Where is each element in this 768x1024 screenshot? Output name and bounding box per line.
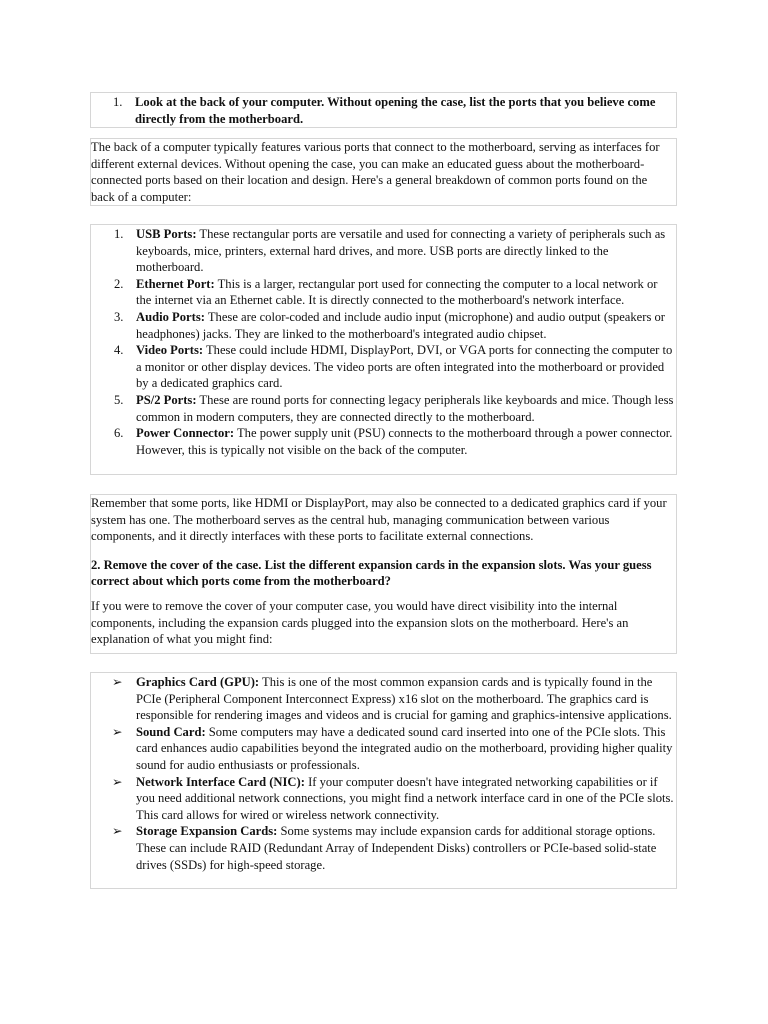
list-item [91,342,676,392]
item-text: Some systems may include expansion cards for additional storage options. These can include RAID (Redundant Array of Independent Disks) controllers or PCIe-based solid-state drives (SSDs) for high-speed storage. [136,824,657,872]
item-text: These are color-coded and include audio input (microphone) and audio output (speakers or headphones) jacks. They are linked to the motherboard's integrated audio chipset. [136,309,666,341]
item-title: USB Ports: [136,227,197,241]
list-item [91,276,676,309]
item-text: These are round ports for connecting legacy peripherals like keyboards and mice. Though less common in modern computers, they are connected directly to the motherboard. [136,392,674,424]
item-title: Storage Expansion Cards: [136,824,278,839]
list-number: 3. [114,309,124,324]
item-title: Audio Ports: [136,309,205,324]
list-item [91,674,676,724]
list-number: 2. [114,276,124,291]
list-item [91,425,676,458]
question-1-number: 1. [113,95,123,109]
question-1 [90,92,677,128]
question-2-block [90,494,677,654]
item-title: Sound Card: [136,724,206,739]
list-number: 5. [114,392,124,407]
item-title: Power Connector: [136,426,235,441]
item-text: These could include HDMI, DisplayPort, DVI, or VGA ports for connecting the computer to a monitor or other display devices. The video ports are often integrated into the motherboard or provided by a dedicated graphics card. [136,343,673,391]
item-title: Video Ports: [136,343,204,358]
list-number: 6. [114,426,124,441]
expansion-cards-list [90,672,677,889]
arrow-bullet-icon: ➢ [112,774,123,789]
item-title: Network Interface Card (NIC): [136,774,305,789]
arrow-bullet-icon: ➢ [112,724,123,739]
intro-1-text: The back of a computer typically features various ports that connect to the motherboard, serving as interfaces for different external devices. Without opening the case, you can make an educated guess about the motherboard-connected ports based on their location and design. Here's a general breakdown of common ports found on the back of a computer: [91,140,660,204]
arrow-bullet-icon: ➢ [112,824,123,839]
item-text: Some computers may have a dedicated sound card inserted into one of the PCIe slots. This card enhances audio capabilities beyond the integrated audio on the motherboard, providing higher quality sound for audio enthusiasts or professionals. [136,724,673,772]
item-title: PS/2 Ports: [136,392,197,407]
item-text: This is a larger, rectangular port used for connecting the computer to a local network or the internet via an Ethernet cable. It is directly connected to the motherboard's network interface. [136,276,658,308]
item-text: If your computer doesn't have integrated networking capabilities or if you need additional network connections, you might find a network interface card in one of the PCIe slots. This card allows for wired or wireless network connectivity. [136,774,674,822]
item-text: The power supply unit (PSU) connects to the motherboard through a power connector. However, this is typically not visible on the back of the computer. [136,426,673,457]
item-text: This is one of the most common expansion cards and is typically found in the PCIe (Peripheral Component Interconnect Express) x16 slot on the motherboard. The graphics card is responsible for rendering images and videos and is crucial for gaming and graphics-intensive applications. [136,675,672,723]
question-1-text: Look at the back of your computer. Without opening the case, list the ports that you believe come directly from the motherboard. [135,95,656,126]
list-item [91,309,676,342]
remember-paragraph: Remember that some ports, like HDMI or DisplayPort, may also be connected to a dedicated graphics card if your system has one. The motherboard serves as the central hub, managing communication between various components, and it directly interfaces with these ports to facilitate external connections. [91,496,667,544]
list-number: 4. [114,343,124,358]
list-item [91,774,676,824]
item-title: Ethernet Port: [136,276,215,291]
item-text: These rectangular ports are versatile and used for connecting a variety of peripherals such as keyboards, mice, printers, external hard drives, and more. USB ports are directly linked to the motherboard. [136,227,666,275]
list-item [91,392,676,425]
question-2-text: 2. Remove the cover of the case. List the different expansion cards in the expansion slots. Was your guess correct about which ports come from the motherboard? [91,557,652,589]
list-item [91,724,676,774]
list-number: 1. [114,227,124,241]
list-item [91,823,676,873]
arrow-bullet-icon: ➢ [112,675,123,689]
intro-2-text: If you were to remove the cover of your computer case, you would have direct visibility into the internal components, including the expansion cards plugged into the expansion slots on the motherboard. Here's an explanation of what you might find: [91,598,629,647]
list-item [91,226,676,276]
intro-paragraph-1 [90,138,677,206]
item-title: Graphics Card (GPU): [136,675,260,689]
ports-list [90,224,677,475]
